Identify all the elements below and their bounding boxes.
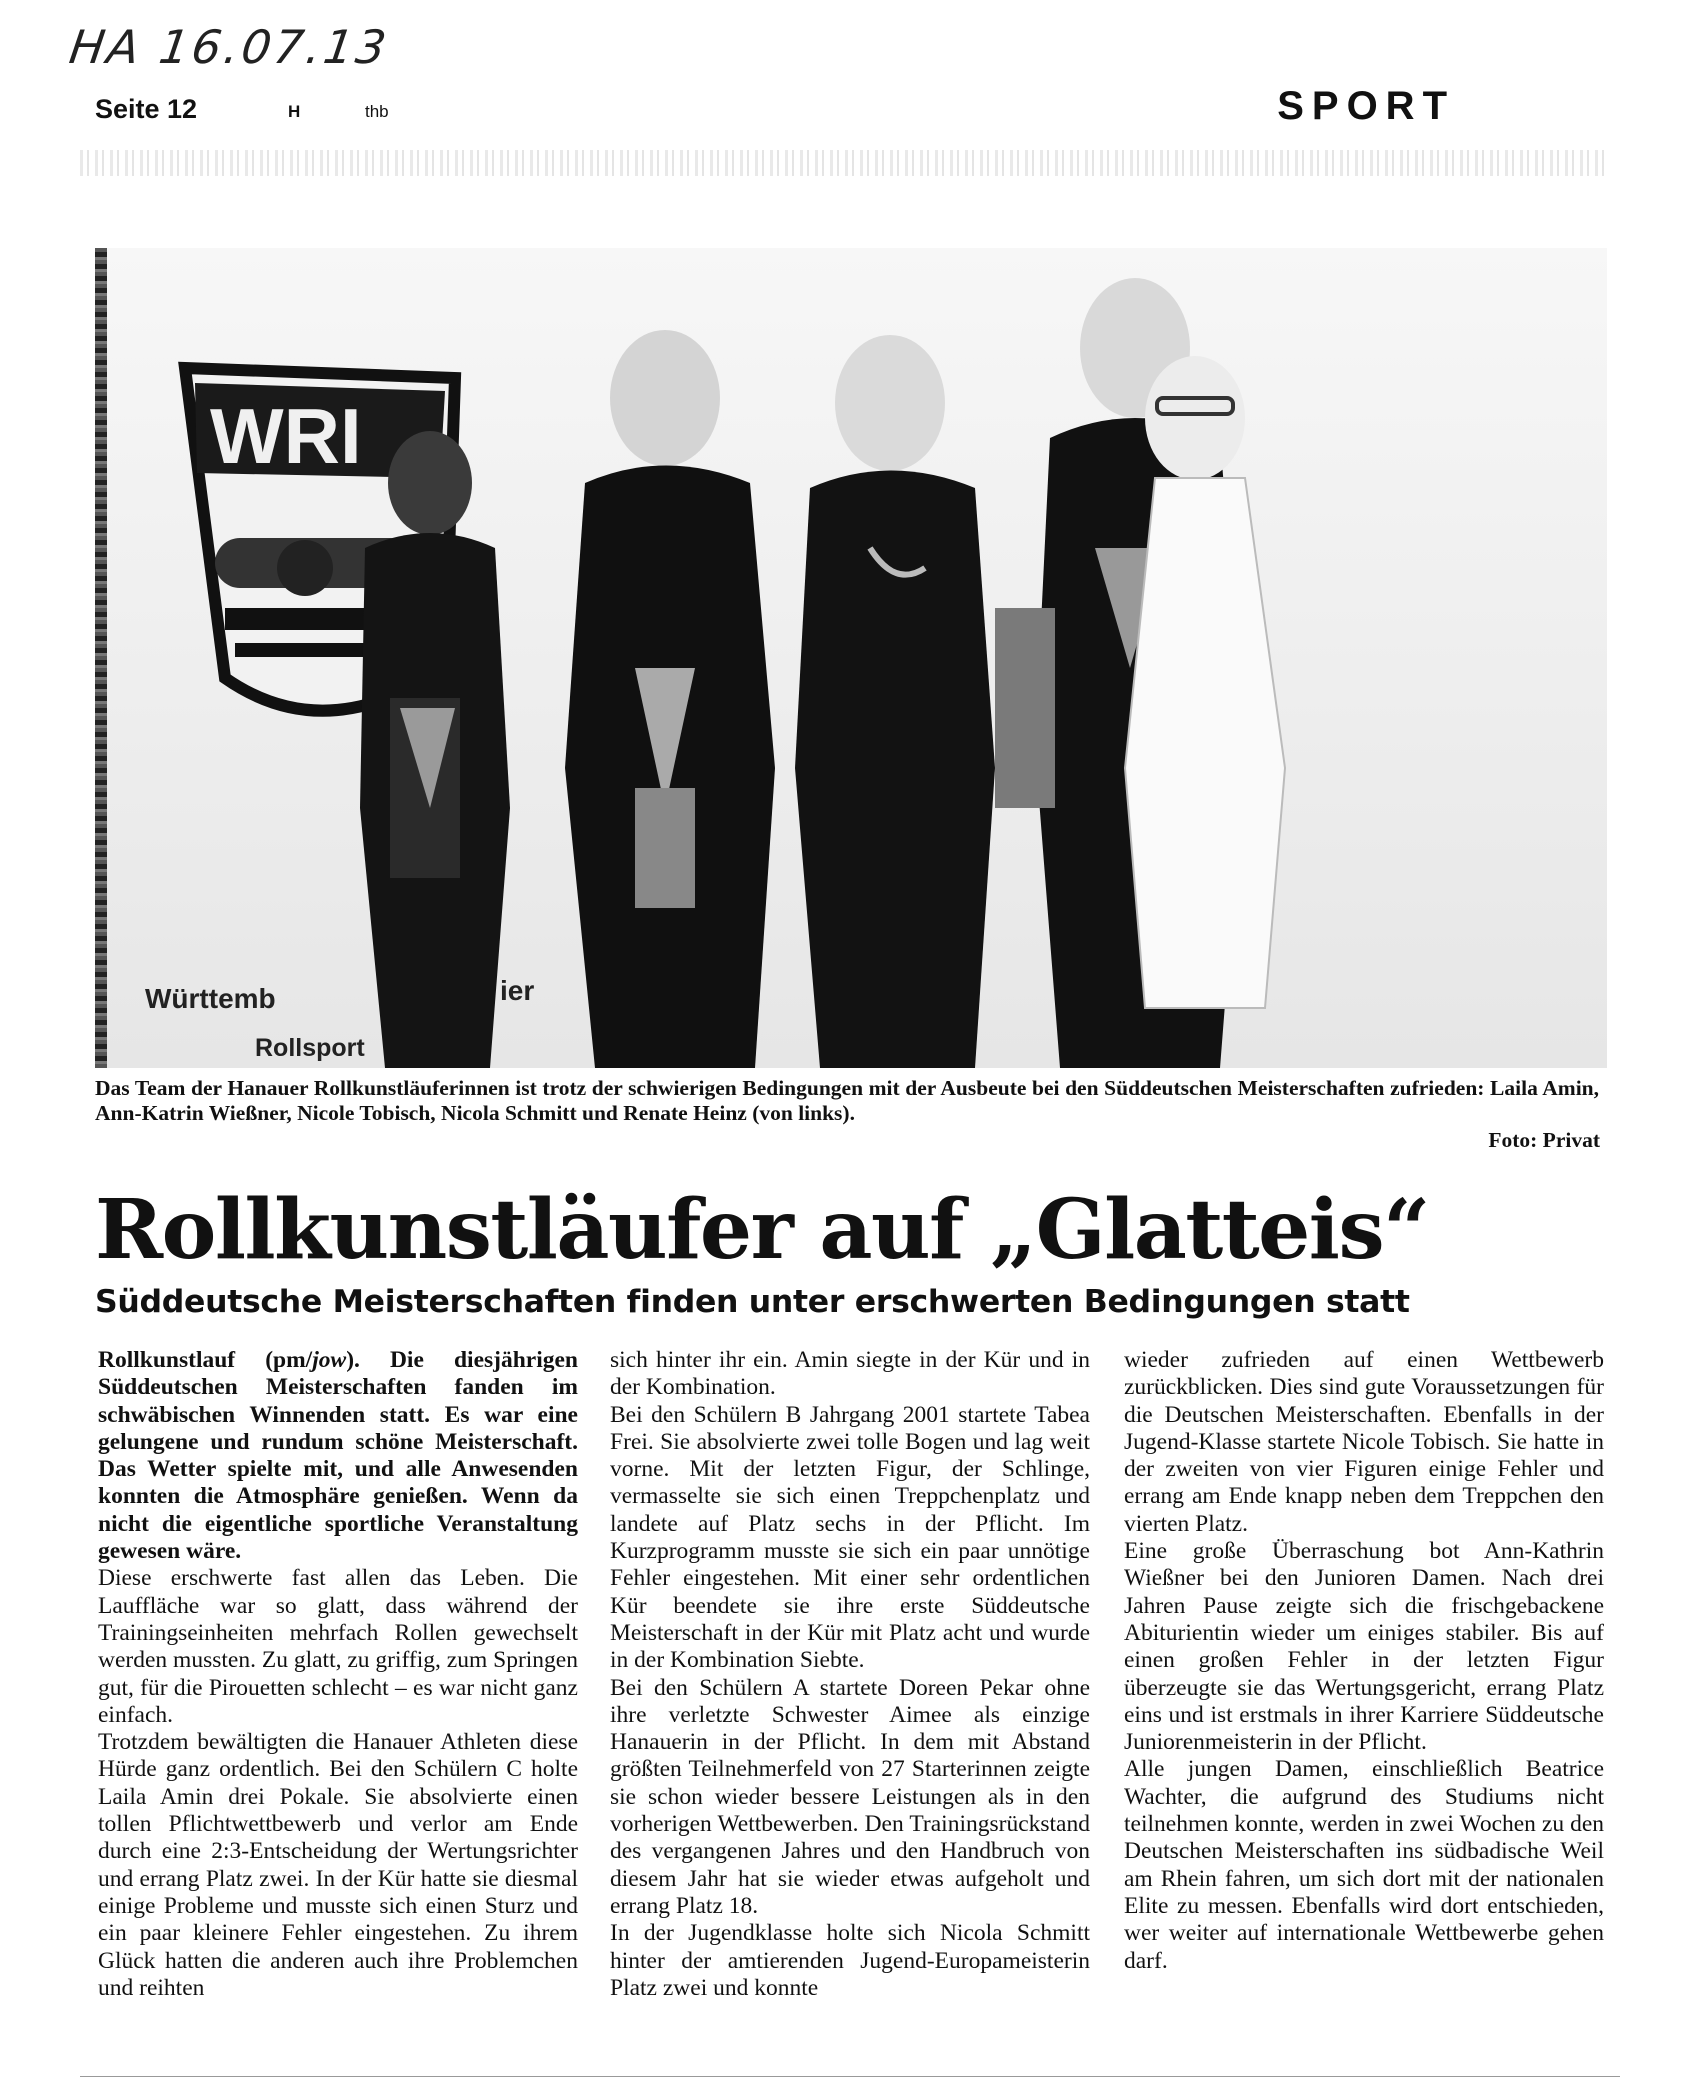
- banner-text-line1-end: ier: [500, 975, 535, 1006]
- edition-code: H: [288, 102, 301, 121]
- article-paragraph: Bei den Schülern A startete Doreen Pekar ohne ihre verletzte Schwester Aimee als einzige Hanauerin in der Pflicht. In dem mit Abstand größten Teilnehmerfeld von 27 Starterinnen zeigte sie schon wieder bessere Leistungen als in den vorherigen Wettbewerben. Den Trainingsrückstand des vergangenen Jahres und den Handbruch von diesem Jahr hat sie wieder etwas aufgeholt und errang Platz 18.: [610, 1674, 1090, 1919]
- article-paragraph: Eine große Überraschung bot Ann-Kathrin Wießner bei den Junioren Damen. Nach drei Jahren Pause zeigte sich die frischgebackene Abiturientin wieder um einiges stabiler. Bis auf einen großen Fehler in der letzten Figur überzeugte sie das Wertungsgericht, errang Platz eins und ist erstmals in ihrer Karriere Süddeutsche Juniorenmeisterin in der Pflicht.: [1124, 1538, 1604, 1756]
- article-paragraph: sich hinter ihr ein. Amin siegte in der Kür und in der Kombination.: [610, 1347, 1090, 1401]
- article-column-2: [610, 1347, 1090, 2002]
- page-number: Seite 12: [95, 94, 198, 124]
- page-header: [95, 84, 1455, 142]
- subheadline: Süddeutsche Meisterschaften finden unter erschwerten Bedingungen statt: [95, 1284, 1410, 1320]
- article-lead: [98, 1347, 578, 1565]
- section-title: SPORT: [1277, 84, 1455, 128]
- article-paragraph: Alle jungen Damen, einschließlich Beatrice Wachter, die aufgrund des Studiums nicht teilnehmen konnte, werden in zwei Wochen zu den Deutschen Meisterschaften ins südbadische Weil am Rhein fahren, um sich dort mit der nationalen Elite zu messen. Ebenfalls wird dort entschieden, wer weiter auf internationale Wettbewerbe gehen darf.: [1124, 1756, 1604, 1974]
- banner-text-line2: Rollsport: [255, 1034, 365, 1062]
- team-photo: [95, 248, 1607, 1068]
- bottom-rule: [80, 2076, 1620, 2077]
- article-paragraph: wieder zufrieden auf einen Wettbewerb zurückblicken. Dies sind gute Voraussetzungen für die Deutschen Meisterschaften. Ebenfalls in der Jugend-Klasse startete Nicole Tobisch. Sie hatte in der zweiten von vier Figuren einige Fehler und errang am Ende knapp neben dem Treppchen den vierten Platz.: [1124, 1347, 1604, 1537]
- lead-text: ). Die diesjährigen Süddeutschen Meisterschaften fanden im schwäbischen Winnenden statt. Es war eine gelungene und rundum schöne Meisterschaft. Das Wetter spielte mit, und alle Anwesenden konnten die Atmosphäre genießen. Wenn da nicht die eigentliche sportliche Veranstaltung gewesen wäre.: [98, 1347, 578, 1565]
- scan-noise-line: [80, 150, 1610, 176]
- banner-text-line1: Württemb: [145, 983, 276, 1014]
- article-paragraph: In der Jugendklasse holte sich Nicola Schmitt hinter der amtierenden Jugend-Europameisterin Platz zwei und konnte: [610, 1920, 1090, 2001]
- photo-credit: Foto: Privat: [1488, 1128, 1600, 1152]
- photo-caption: Das Team der Hanauer Rollkunstläuferinnen ist trotz der schwierigen Bedingungen mit der Ausbeute bei den Süddeutschen Meisterschaften zufrieden: Laila Amin, Ann-Katrin Wießner, Nicole Tobisch, Nicola Schmitt und Renate Heinz (von links).: [95, 1076, 1599, 1125]
- article-paragraph: Bei den Schülern B Jahrgang 2001 startete Tabea Frei. Sie absolvierte zwei tolle Bogen und lag weit vorne. Mit der letzten Figur, der Schlinge, vermasselte sie sich einen Treppchenplatz und landete auf Platz sechs in der Pflicht. Im Kurzprogramm musste sie sich ein paar unnötige Fehler eingestehen. Mit einer sehr ordentlichen Kür beendete sie ihre erste Süddeutsche Meisterschaft in der Kür mit Platz acht und wurde in der Kombination Siebte.: [610, 1401, 1090, 1674]
- handwritten-date-note: HA 16.07.13: [66, 20, 393, 74]
- lead-author: jow: [312, 1347, 347, 1373]
- article-column-1: [98, 1347, 578, 2002]
- photo-illustration: [95, 248, 1607, 1068]
- lead-label: Rollkunstlauf (pm/: [98, 1347, 313, 1373]
- article-paragraph: Diese erschwerte fast allen das Leben. Die Lauffläche war so glatt, dass während der Trainingseinheiten mehrfach Rollen gewechselt werden mussten. Zu glatt, zu griffig, zum Springen gut, für die Pirouetten schlecht – es war nicht ganz einfach.: [98, 1565, 578, 1728]
- article-column-3: [1124, 1347, 1604, 1975]
- article-paragraph: Trotzdem bewältigten die Hanauer Athleten diese Hürde ganz ordentlich. Bei den Schülern C holte Laila Amin drei Pokale. Sie absolvierte einen tollen Pflichtwettbewerb und verlor am Ende durch eine 2:3-Entscheidung der Wertungsrichter und errang Platz zwei. In der Kür hatte sie diesmal einige Probleme und musste sich einen Sturz und ein paar kleinere Fehler eingestehen. Zu ihrem Glück hatten die anderen auch ihre Problemchen und reihten: [98, 1729, 578, 2001]
- skater-nicole-tobisch: [795, 335, 995, 1068]
- skater-ann-katrin-wiessner: [565, 330, 775, 1068]
- logo-text: WRI: [210, 392, 362, 480]
- headline: Rollkunstläufer auf „Glatteis“: [95, 1182, 1429, 1278]
- regional-code: thb: [365, 102, 389, 121]
